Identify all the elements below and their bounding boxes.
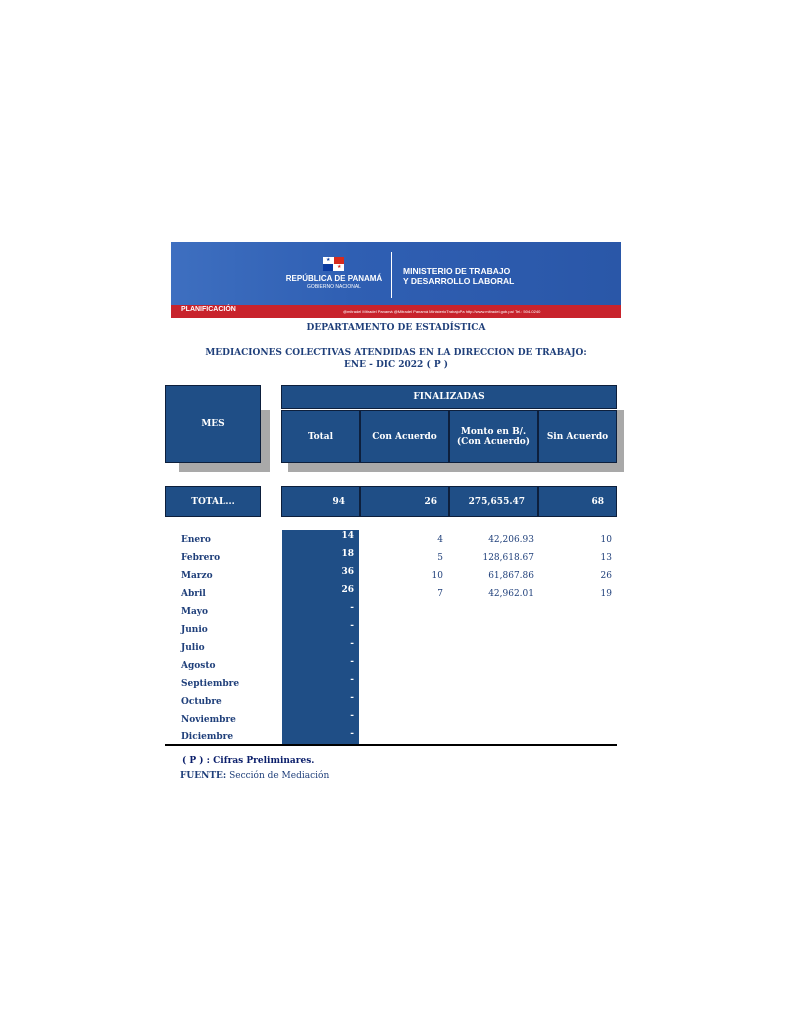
month-label: Noviembre (181, 715, 236, 725)
month-label: Diciembre (181, 732, 234, 742)
month-total: 26 (341, 585, 354, 595)
month-total: - (350, 621, 354, 631)
panama-flag-icon: ★ ★ (323, 257, 344, 271)
month-monto: 42,206.93 (488, 535, 534, 545)
month-sin-acuerdo: 10 (600, 535, 612, 545)
social-links: @mitradel Mitradel Panamá @Mitradel Panamá MinisterioTrabajoPa http://www.mitradel.gob.pa/ Tel.: 504-0240 (343, 309, 541, 314)
month-label: Febrero (181, 553, 221, 563)
ministerio-line2: Y DESARROLLO LABORAL (403, 276, 515, 286)
month-label: Abril (181, 589, 206, 599)
month-label: Julio (181, 643, 205, 653)
month-sin-acuerdo: 26 (600, 571, 612, 581)
total-header: Total (281, 410, 360, 463)
month-label: Octubre (181, 697, 222, 707)
report-title-line2: ENE - DIC 2022 ( P ) (344, 360, 448, 370)
month-con-acuerdo: 10 (431, 571, 443, 581)
month-con-acuerdo: 7 (437, 589, 443, 599)
month-total: 14 (341, 531, 354, 541)
table-bottom-rule (165, 744, 617, 746)
source-label: FUENTE: (180, 771, 227, 781)
month-total: - (350, 657, 354, 667)
mes-header: MES (165, 385, 261, 463)
month-sin-acuerdo: 13 (600, 553, 612, 563)
republica-label: REPÚBLICA DE PANAMÁ (285, 274, 383, 283)
month-con-acuerdo: 4 (437, 535, 443, 545)
month-con-acuerdo: 5 (437, 553, 443, 563)
gobierno-label: GOBIERNO NACIONAL (307, 284, 361, 290)
month-label: Mayo (181, 607, 209, 617)
month-total: - (350, 729, 354, 739)
month-total: 36 (341, 567, 354, 577)
month-total: 18 (341, 549, 354, 559)
month-total: - (350, 603, 354, 613)
section-label: PLANIFICACIÓN (181, 306, 236, 313)
total-row-con-acuerdo: 26 (360, 486, 449, 517)
month-total: - (350, 675, 354, 685)
banner-divider (391, 252, 392, 298)
source-value: Sección de Mediación (226, 771, 330, 781)
month-label: Junio (181, 625, 208, 635)
finalizadas-header: FINALIZADAS (281, 385, 617, 409)
month-label: Septiembre (181, 679, 240, 689)
month-monto: 61,867.86 (488, 571, 534, 581)
month-monto: 128,618.67 (482, 553, 534, 563)
total-row-sin-acuerdo: 68 (538, 486, 617, 517)
month-monto: 42,962.01 (488, 589, 534, 599)
banner-bottom-strip (171, 305, 621, 318)
ministerio-line1: MINISTERIO DE TRABAJO (403, 266, 511, 276)
banner-top (171, 242, 621, 305)
con-acuerdo-header: Con Acuerdo (360, 410, 449, 463)
total-row-label: TOTAL... (165, 486, 261, 517)
sin-acuerdo-header: Sin Acuerdo (538, 410, 617, 463)
total-row-total: 94 (281, 486, 360, 517)
preliminary-note: ( P ) : Cifras Preliminares. (182, 756, 315, 766)
ministry-banner (171, 242, 621, 318)
department-title: DEPARTAMENTO DE ESTADÍSTICA (306, 323, 486, 333)
monto-header: Monto en B/. (Con Acuerdo) (449, 410, 538, 463)
total-row-monto: 275,655.47 (449, 486, 538, 517)
source-note (180, 771, 329, 781)
report-title-line1: MEDIACIONES COLECTIVAS ATENDIDAS EN LA DIRECCION DE TRABAJO: (205, 348, 587, 358)
month-sin-acuerdo: 19 (600, 589, 612, 599)
month-total: - (350, 639, 354, 649)
month-label: Marzo (181, 571, 213, 581)
month-total: - (350, 693, 354, 703)
month-total: - (350, 711, 354, 721)
month-label: Enero (181, 535, 211, 545)
month-label: Agosto (181, 661, 216, 671)
